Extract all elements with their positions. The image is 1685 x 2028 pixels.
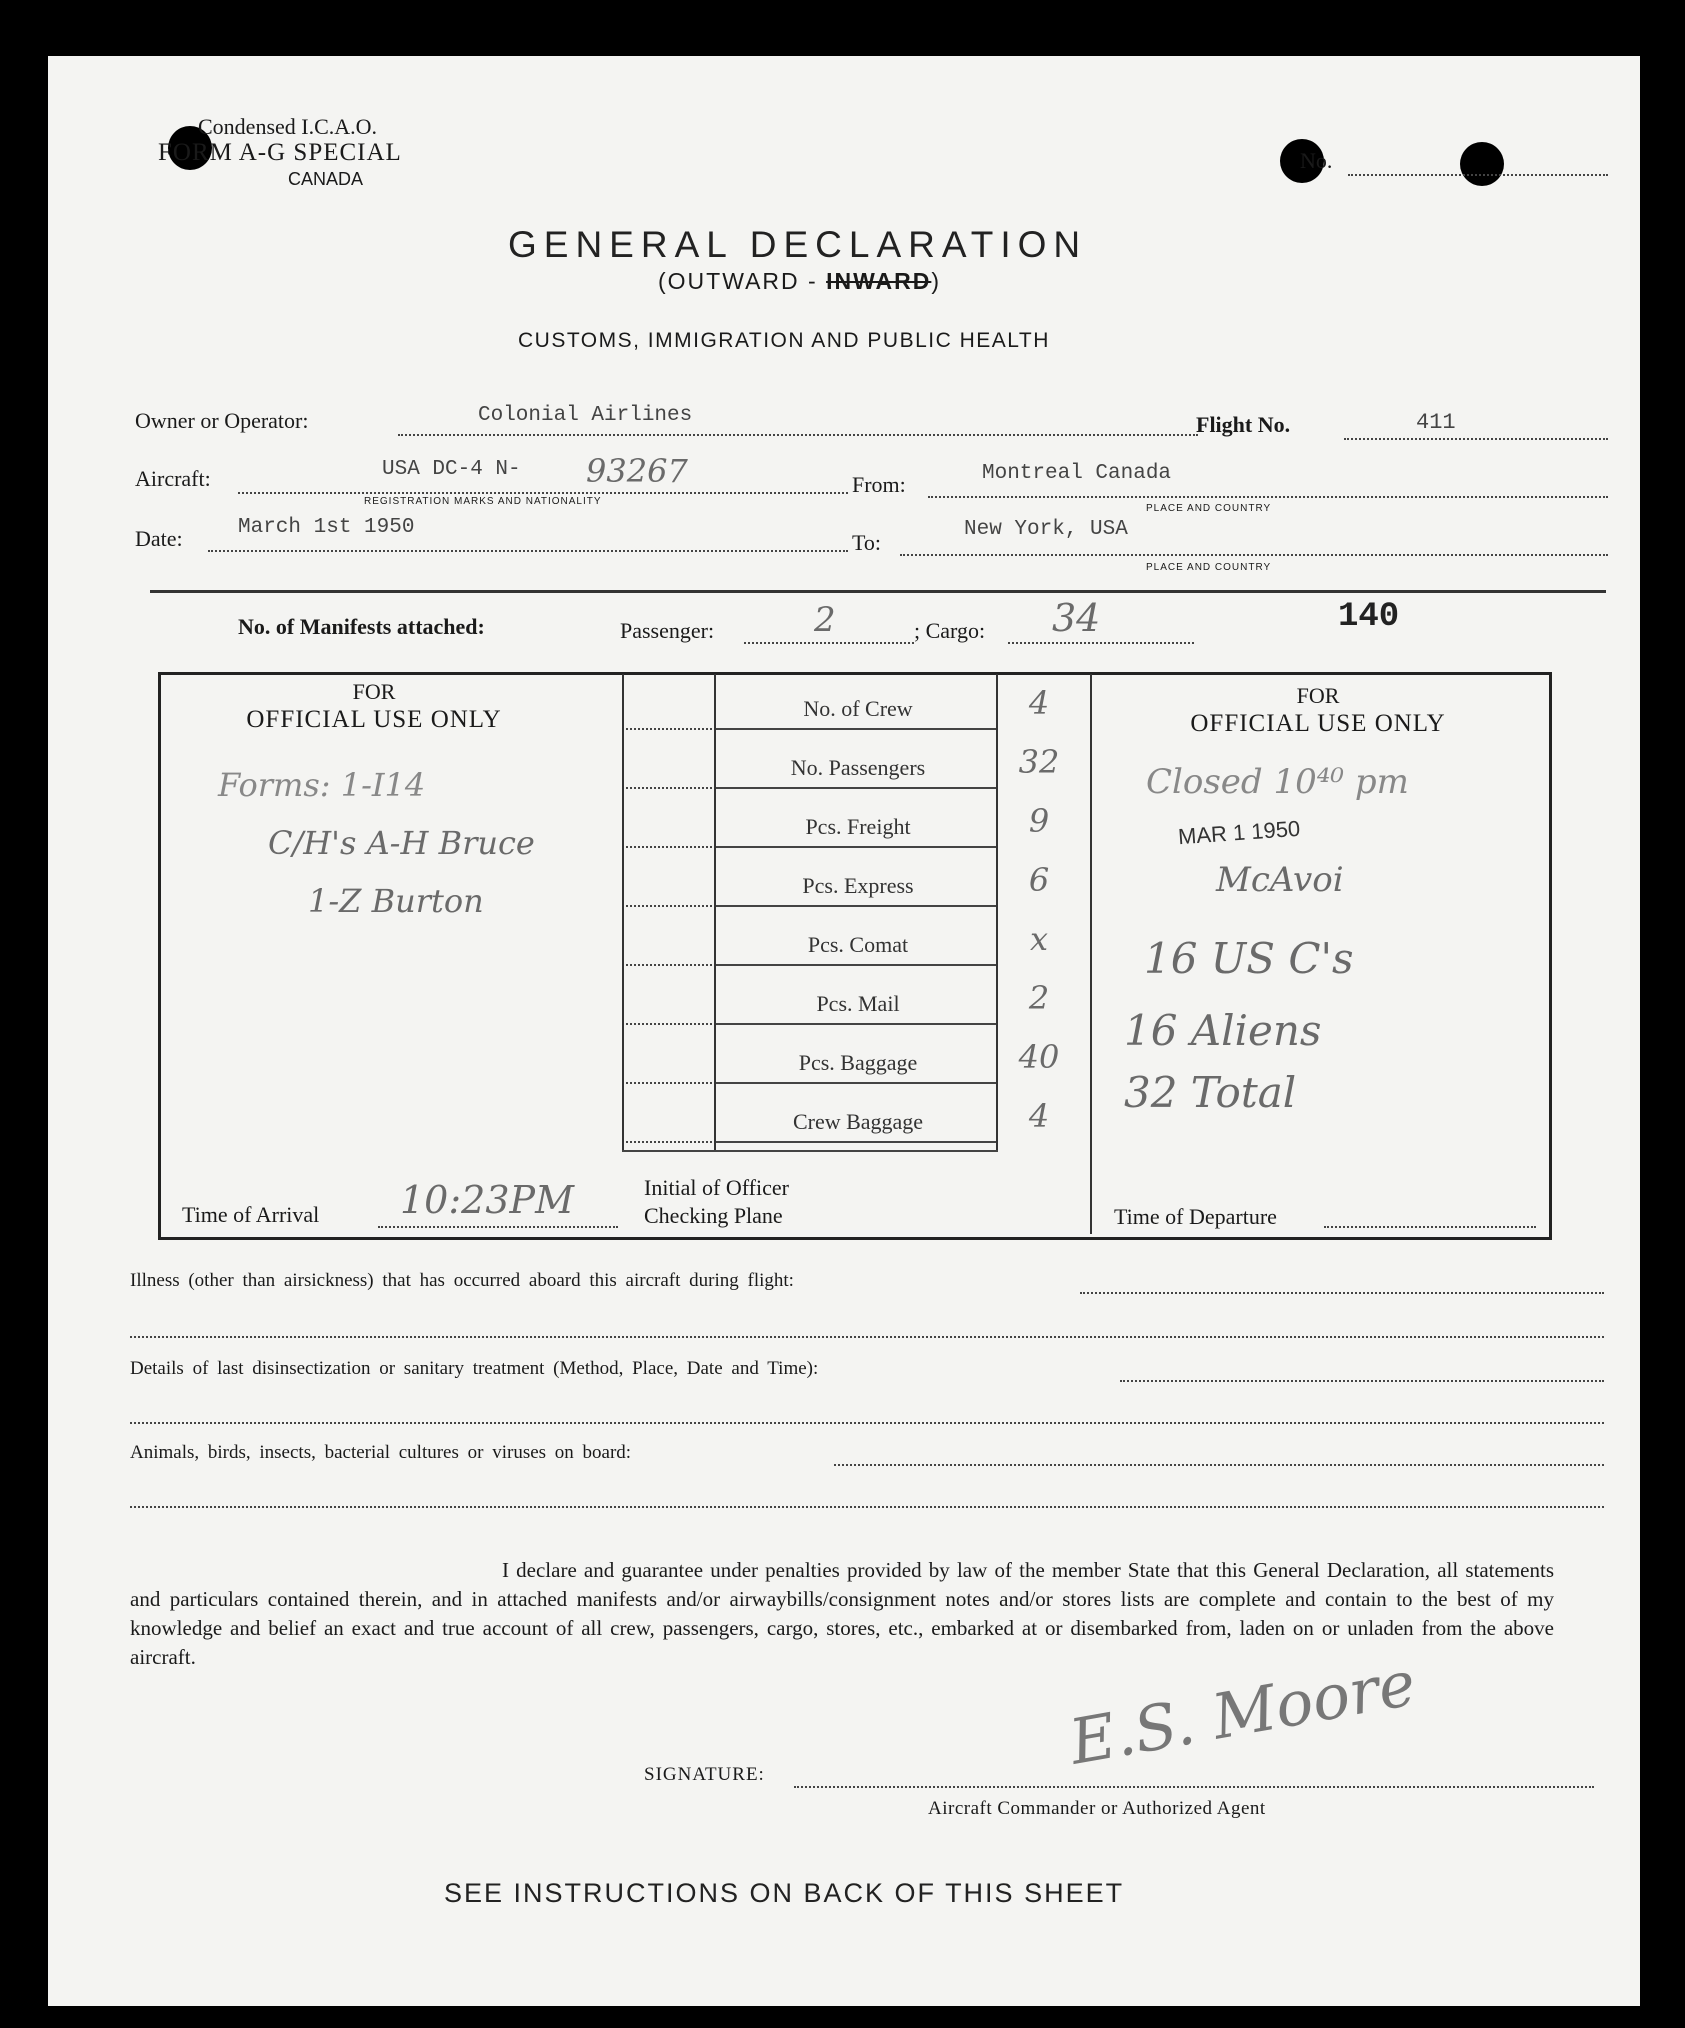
animals-question: Animals, birds, insects, bacterial cultures or viruses on board:	[130, 1442, 632, 1463]
signature-label: SIGNATURE:	[644, 1764, 765, 1785]
stamp-initials: McAvoi	[1216, 860, 1344, 900]
date-label: Date:	[135, 526, 183, 551]
count-label: Pcs. Baggage	[798, 1050, 918, 1075]
aircraft-caption: REGISTRATION MARKS AND NATIONALITY	[364, 496, 602, 507]
note-total: 32 Total	[1124, 1068, 1297, 1117]
owner-value[interactable]: Colonial Airlines	[478, 404, 693, 427]
animals-line-2[interactable]	[130, 1506, 1604, 1508]
stamp-date: MAR 1 1950	[1177, 815, 1301, 850]
arrival-value[interactable]: 10:23PM	[400, 1178, 574, 1222]
count-row-rule	[716, 728, 996, 730]
form-designation	[158, 114, 402, 192]
count-label: Pcs. Express	[802, 873, 914, 898]
count-row-rule	[626, 1082, 712, 1084]
count-row-rule	[626, 905, 712, 907]
left-note-2: C/H's A-H Bruce	[268, 824, 535, 862]
passenger-manifest-value[interactable]: 2	[814, 600, 836, 640]
direction-subtitle	[658, 268, 941, 295]
departure-field-line[interactable]	[1324, 1226, 1536, 1228]
aircraft-field-line	[238, 492, 848, 494]
signature-value: E.S. Moore	[1064, 1646, 1421, 1779]
manifest-total: 140	[1338, 598, 1400, 636]
from-caption: PLACE AND COUNTRY	[1146, 503, 1272, 514]
count-row-rule	[716, 787, 996, 789]
count-value[interactable]: 9	[1028, 802, 1050, 840]
count-value[interactable]: 4	[1028, 684, 1050, 722]
count-label: Pcs. Freight	[805, 814, 911, 839]
cargo-manifest-value[interactable]: 34	[1052, 596, 1101, 640]
form-line3: CANADA	[288, 169, 364, 189]
owner-label: Owner or Operator:	[135, 408, 309, 433]
signature-caption: Aircraft Commander or Authorized Agent	[928, 1798, 1266, 1819]
officer-line2: Checking Plane	[644, 1203, 783, 1228]
count-row-rule	[626, 1141, 712, 1143]
form-line1: Condensed I.C.A.O.	[198, 114, 378, 139]
column-divider	[1090, 674, 1092, 1234]
illness-line-2[interactable]	[130, 1336, 1604, 1338]
footer-instructions: SEE INSTRUCTIONS ON BACK OF THIS SHEET	[444, 1878, 1125, 1908]
count-value[interactable]: 40	[1018, 1038, 1060, 1076]
count-row-rule	[716, 1082, 996, 1084]
count-value[interactable]: x	[1029, 920, 1049, 958]
arrival-label: Time of Arrival	[182, 1202, 320, 1227]
illness-line-1[interactable]	[1080, 1292, 1604, 1294]
section-divider	[150, 590, 1606, 593]
right-heading-for: FOR	[1296, 683, 1340, 708]
arrival-field-line	[378, 1226, 618, 1228]
flight-no-label: Flight No.	[1196, 412, 1291, 437]
disinsect-line-1[interactable]	[1120, 1380, 1604, 1382]
form-line2: FORM A-G SPECIAL	[158, 139, 402, 166]
passenger-manifest-label: Passenger:	[620, 618, 715, 643]
note-aliens: 16 Aliens	[1124, 1006, 1322, 1055]
count-label: Pcs. Mail	[816, 991, 900, 1016]
count-row-rule	[716, 846, 996, 848]
left-official-heading	[160, 678, 588, 734]
passenger-manifest-line	[744, 642, 914, 644]
aircraft-label: Aircraft:	[135, 466, 211, 491]
to-caption: PLACE AND COUNTRY	[1146, 562, 1272, 573]
left-note-1: Forms: 1-I14	[218, 766, 426, 804]
departure-label: Time of Departure	[1114, 1204, 1277, 1229]
from-field-line	[928, 496, 1608, 498]
count-row-rule	[626, 964, 712, 966]
count-row-rule	[626, 787, 712, 789]
count-row-rule	[716, 1023, 996, 1025]
signature-line[interactable]	[794, 1786, 1594, 1788]
declaration-text: I declare and guarantee under penalties provided by law of the member State that this General Declaration, all statements and particulars contained therein, and in attached manifests and/or airwaybills/consignment notes and/or stores lists are complete and contain to the best of my knowledge and belief an exact and true account of all crew, passengers, cargo, stores, etc., embarked at or disembarked from, laden on or unladen from the above aircraft.	[130, 1558, 1554, 1669]
left-note-3: 1-Z Burton	[308, 882, 484, 920]
count-label: Pcs. Comat	[807, 932, 909, 957]
column-divider	[714, 674, 716, 1150]
count-row-rule	[626, 728, 712, 730]
officer-box-top	[622, 1150, 998, 1152]
to-field-line	[900, 554, 1608, 556]
count-value[interactable]: 4	[1028, 1097, 1050, 1135]
right-official-heading	[1092, 682, 1544, 738]
declaration-form	[48, 56, 1640, 2006]
count-row-rule	[626, 1023, 712, 1025]
from-value[interactable]: Montreal Canada	[982, 462, 1172, 485]
aircraft-value[interactable]: USA DC-4 N-	[382, 458, 521, 481]
page-title: GENERAL DECLARATION	[508, 224, 1088, 265]
manifests-label: No. of Manifests attached:	[238, 614, 485, 639]
officer-initials	[644, 1174, 789, 1230]
owner-field-line	[398, 434, 1198, 436]
count-value[interactable]: 2	[1028, 979, 1050, 1017]
cargo-manifest-line	[1008, 642, 1194, 644]
date-value[interactable]: March 1st 1950	[238, 516, 415, 539]
animals-line-1[interactable]	[834, 1464, 1604, 1466]
authority-line: CUSTOMS, IMMIGRATION AND PUBLIC HEALTH	[518, 329, 1050, 352]
disinsect-question: Details of last disinsectization or sanitary treatment (Method, Place, Date and Time):	[130, 1358, 819, 1379]
disinsect-line-2[interactable]	[130, 1422, 1604, 1424]
to-label: To:	[852, 530, 882, 555]
flight-no-value[interactable]: 411	[1416, 410, 1456, 435]
left-heading-for: FOR	[352, 679, 396, 704]
subtitle-outward: (OUTWARD -	[658, 268, 827, 294]
from-label: From:	[852, 472, 906, 497]
count-label: No. of Crew	[803, 696, 913, 721]
count-value[interactable]: 32	[1018, 743, 1060, 781]
officer-line1: Initial of Officer	[644, 1175, 789, 1200]
right-heading-official: OFFICIAL USE ONLY	[1190, 710, 1446, 737]
column-divider	[622, 674, 624, 1150]
flight-no-field-line	[1344, 438, 1608, 440]
count-row-rule	[716, 964, 996, 966]
no-field-line[interactable]	[1348, 174, 1608, 176]
subtitle-close: )	[931, 268, 942, 294]
count-label: Crew Baggage	[792, 1109, 924, 1134]
left-heading-official: OFFICIAL USE ONLY	[246, 706, 502, 733]
column-divider	[996, 674, 998, 1150]
note-us-citizens: 16 US C's	[1144, 934, 1354, 983]
count-value[interactable]: 6	[1028, 861, 1050, 899]
count-row-rule	[716, 905, 996, 907]
stamp-note: Closed 10⁴⁰ pm	[1146, 762, 1409, 802]
illness-question: Illness (other than airsickness) that has occurred aboard this aircraft during flight:	[130, 1270, 794, 1291]
cargo-manifest-label: ; Cargo:	[914, 618, 986, 643]
count-label: No. Passengers	[790, 755, 926, 780]
punch-hole	[1460, 142, 1504, 186]
left-notes	[218, 756, 535, 930]
count-row-rule	[716, 1141, 996, 1143]
date-field-line	[208, 550, 848, 552]
count-row-rule	[626, 846, 712, 848]
no-label: No.	[1300, 148, 1333, 173]
to-value[interactable]: New York, USA	[964, 518, 1128, 541]
aircraft-handwritten: 93267	[586, 452, 688, 490]
subtitle-inward: INWARD	[826, 268, 932, 294]
